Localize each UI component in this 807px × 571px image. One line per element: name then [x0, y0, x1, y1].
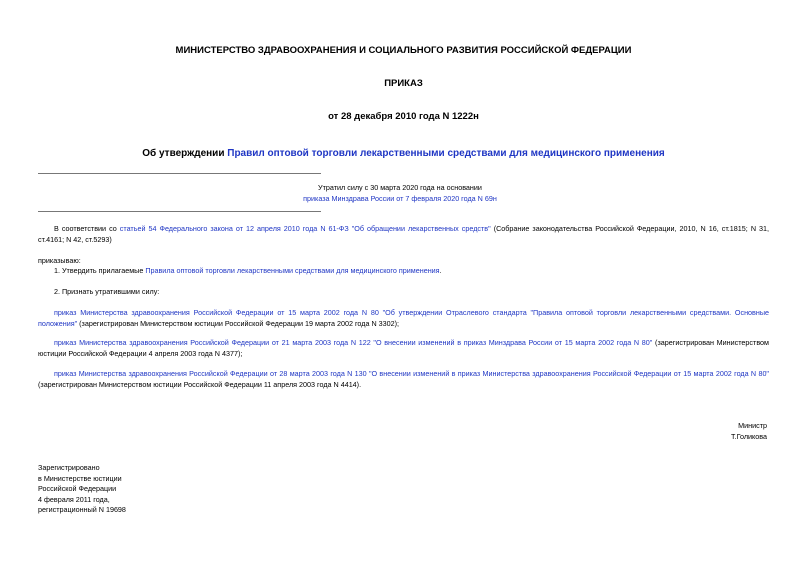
signature-name: Т.Голикова: [730, 431, 767, 441]
registration-line: регистрационный N 19698: [38, 505, 126, 514]
divider-bottom: [38, 211, 321, 212]
date-number-heading: от 28 декабря 2010 года N 1222н: [328, 111, 479, 122]
item-2-paragraph: 2. Признать утратившими силу:: [54, 287, 160, 296]
repealed-order-3-link[interactable]: приказ Министерства здравоохранения Российской Федерации от 28 марта 2003 года N 130 "О внесении изменений в приказ Министерства здравоохранения Российской Федерации от 15 марта 2002 года N 80": [54, 369, 769, 378]
status-note-text: Утратил силу с 30 марта 2020 года на основании: [318, 183, 482, 192]
repealed-order-2: [38, 338, 769, 359]
preamble-text-2: (Собрание законодательства Российской Федерации, 2010, N 16, ст.1815; N 31, ст.4161; N 42, ст.5293): [38, 224, 770, 244]
item-1-rules-link[interactable]: Правила оптовой торговли лекарственными средствами для медицинского применения: [145, 266, 440, 275]
repealed-order-3: [38, 369, 769, 390]
repealed-order-1-link[interactable]: приказ Министерства здравоохранения Российской Федерации от 15 марта 2002 года N 80 "Об утверждении Отраслевого стандарта "Правила оптовой торговли лекарственными средствами. Основные положения": [38, 308, 769, 328]
repealed-order-2-link[interactable]: приказ Министерства здравоохранения Российской Федерации от 21 марта 2003 года N 122 "О внесении изменений в приказ Минздрава России от 15 марта 2002 года N 80": [54, 338, 653, 347]
registration-line: в Министерстве юстиции: [38, 473, 122, 483]
signature-block: [731, 421, 767, 442]
preamble-text-1: В соответствии со: [54, 224, 120, 233]
federal-law-link[interactable]: статьей 54 Федерального закона от 12 апреля 2010 года N 61-ФЗ "Об обращении лекарственных средств": [119, 224, 491, 233]
doc-type-heading: ПРИКАЗ: [384, 78, 423, 89]
repealed-order-2-text: (зарегистрирован Министерством юстиции Российской Федерации 4 апреля 2003 года N 4377);: [38, 338, 769, 358]
title-rules-link[interactable]: Правил оптовой торговли лекарственными средствами для медицинского применения: [227, 148, 665, 159]
order-word: приказываю:: [38, 256, 81, 265]
ministry-heading: МИНИСТЕРСТВО ЗДРАВООХРАНЕНИЯ И СОЦИАЛЬНОГО РАЗВИТИЯ РОССИЙСКОЙ ФЕДЕРАЦИИ: [175, 45, 632, 56]
status-note-link[interactable]: приказа Минздрава России от 7 февраля 2020 года N 69н: [303, 193, 497, 203]
registration-line: Российской Федерации: [38, 484, 117, 493]
repealed-order-3-text: (зарегистрирован Министерством юстиции Российской Федерации 11 апреля 2003 года N 4414).: [38, 379, 362, 389]
registration-block: [38, 463, 126, 516]
signature-position: Министр: [738, 421, 767, 430]
divider-top: [38, 173, 321, 174]
preamble-paragraph: [38, 224, 769, 245]
repealed-order-1: [38, 308, 769, 329]
item-1-text-2: .: [439, 266, 442, 275]
title-prefix: Об утверждении: [142, 148, 228, 159]
document-title: [0, 148, 807, 159]
status-note: [180, 183, 620, 204]
repealed-order-1-text: (зарегистрирован Министерством юстиции Российской Федерации 19 марта 2002 года N 3302);: [77, 318, 400, 328]
registration-line: Зарегистрировано: [38, 463, 100, 472]
registration-line: 4 февраля 2011 года,: [38, 494, 110, 504]
item-1-text-1: 1. Утвердить прилагаемые: [54, 266, 146, 275]
item-1-paragraph: [38, 266, 769, 277]
